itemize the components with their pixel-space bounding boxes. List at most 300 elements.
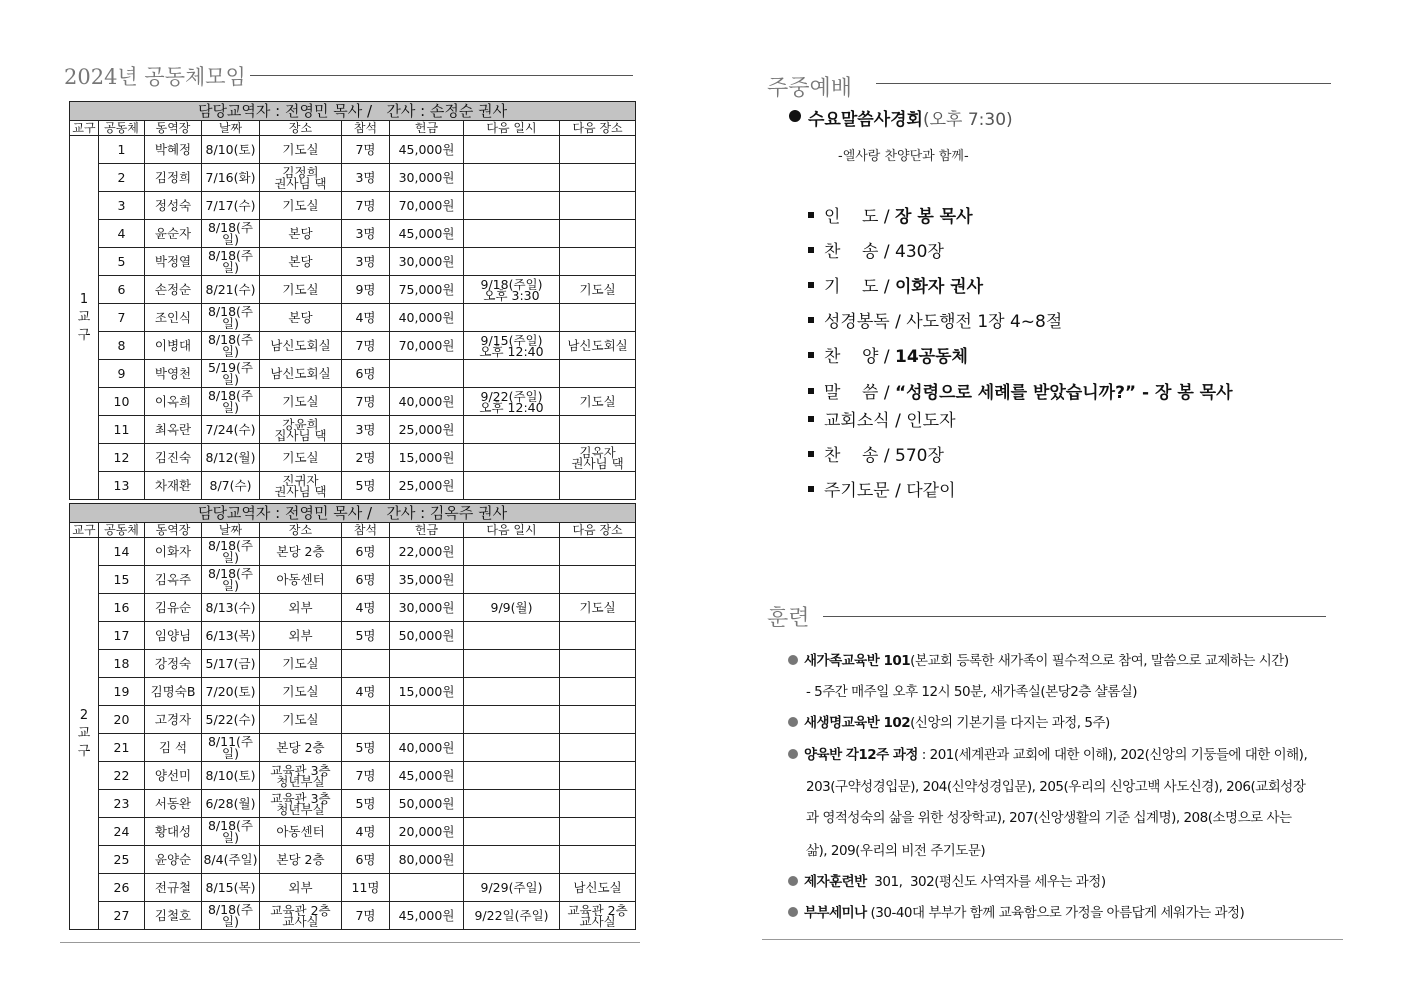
- training-item: [788, 904, 1244, 922]
- cell-place: 본당 2층: [260, 846, 342, 874]
- cell-off: [390, 706, 464, 734]
- cell-att: 9명: [342, 276, 390, 304]
- cell-nplace: 남신도실: [560, 874, 636, 902]
- program-label: 기 도 /: [824, 277, 895, 297]
- worship-title-rule: [876, 83, 1331, 84]
- cell-att: 7명: [342, 902, 390, 930]
- worship-section-title: 주중예배: [767, 76, 853, 101]
- cell-no: 18: [99, 650, 145, 678]
- square-bullet-icon: [808, 317, 814, 323]
- cell-ndate: [464, 566, 560, 594]
- program-item: [808, 242, 944, 262]
- cell-date: 6/13(목): [202, 622, 260, 650]
- cell-place: [260, 416, 342, 444]
- cell-name: 김유순: [145, 594, 202, 622]
- square-bullet-icon: [808, 416, 814, 422]
- cell-date: 8/4(주일): [202, 846, 260, 874]
- cell-no: 2: [99, 164, 145, 192]
- cell-nplace: [560, 706, 636, 734]
- cell-no: 20: [99, 706, 145, 734]
- program-label: 말 씀 /: [824, 383, 895, 403]
- left-bottom-rule: [60, 942, 640, 943]
- column-header: 다음 일시: [464, 523, 560, 538]
- cell-ndate: [464, 472, 560, 500]
- cell-off: 45,000원: [390, 220, 464, 248]
- cell-name: 강정숙: [145, 650, 202, 678]
- leader-bar: [70, 102, 636, 121]
- cell-ndate: [464, 388, 560, 416]
- cell-name: 차재환: [145, 472, 202, 500]
- column-header: 다음 장소: [560, 523, 636, 538]
- training-item: [806, 683, 1137, 701]
- program-item: [808, 347, 968, 367]
- district-label: 1 교 구: [70, 136, 99, 500]
- cell-off: 50,000원: [390, 622, 464, 650]
- cell-text: 교육관 3층 청년부실: [270, 762, 331, 789]
- cell-no: 13: [99, 472, 145, 500]
- program-item: [808, 277, 983, 297]
- cell-name: 고경자: [145, 706, 202, 734]
- cell-name: 이화자: [145, 538, 202, 566]
- group-table-1: [69, 101, 636, 500]
- training-item: [806, 778, 1305, 796]
- service-bullet-icon: [789, 110, 801, 122]
- table-row: [70, 846, 636, 874]
- cell-name: 임양님: [145, 622, 202, 650]
- square-bullet-icon: [808, 451, 814, 457]
- training-desc: - 5주간 매주일 오후 12시 50분, 새가족실(본당2층 샬롬실): [806, 684, 1138, 700]
- square-bullet-icon: [808, 352, 814, 358]
- cell-no: 15: [99, 566, 145, 594]
- table-row: [70, 762, 636, 790]
- cell-nplace: [560, 416, 636, 444]
- training-desc: 301, 302(평신도 사역자를 세우는 과정): [866, 874, 1106, 890]
- column-header: 장소: [260, 121, 342, 136]
- cell-att: 6명: [342, 846, 390, 874]
- cell-att: 3명: [342, 164, 390, 192]
- cell-place: 기도실: [260, 678, 342, 706]
- cell-place: 본당 2층: [260, 734, 342, 762]
- program-value: 장 봉 목사: [895, 207, 973, 227]
- cell-off: 70,000원: [390, 192, 464, 220]
- table-row: [70, 790, 636, 818]
- cell-att: 3명: [342, 220, 390, 248]
- cell-ndate: [464, 678, 560, 706]
- training-name: 제자훈련반: [804, 874, 867, 890]
- cell-no: 17: [99, 622, 145, 650]
- cell-off: 80,000원: [390, 846, 464, 874]
- leader-bar-text: 담당교역자 : 전영민 목사 / 간사 : 김옥주 권사: [70, 504, 636, 523]
- cell-date: 8/18(주일): [202, 902, 260, 930]
- table-row: [70, 248, 636, 276]
- gray-bullet-icon: [788, 717, 798, 727]
- table-header: [70, 121, 636, 136]
- cell-nplace: 기도실: [560, 276, 636, 304]
- cell-ndate: [464, 192, 560, 220]
- cell-date: 5/19(주일): [202, 360, 260, 388]
- cell-text: 교육관 3층 청년부실: [270, 790, 331, 817]
- cell-place: 기도실: [260, 136, 342, 164]
- cell-att: 7명: [342, 192, 390, 220]
- cell-place: [260, 790, 342, 818]
- cell-name: 박정열: [145, 248, 202, 276]
- cell-name: 김 석: [145, 734, 202, 762]
- cell-att: 4명: [342, 594, 390, 622]
- group-table-2: [69, 503, 636, 930]
- service-time: (오후 7:30): [922, 110, 1013, 130]
- square-bullet-icon: [808, 486, 814, 492]
- cell-date: 8/18(주일): [202, 388, 260, 416]
- cell-text: 김옥자 권사님 댁: [571, 444, 624, 471]
- program-label: 찬 송 /: [824, 446, 895, 466]
- gray-bullet-icon: [788, 907, 798, 917]
- cell-text: 9/15(주일) 오후 12:40: [479, 332, 544, 359]
- cell-nplace: [560, 136, 636, 164]
- cell-ndate: [464, 706, 560, 734]
- cell-no: 7: [99, 304, 145, 332]
- cell-no: 16: [99, 594, 145, 622]
- cell-nplace: [560, 818, 636, 846]
- cell-off: 25,000원: [390, 472, 464, 500]
- cell-place: [260, 762, 342, 790]
- column-header: 교구: [70, 121, 99, 136]
- program-item: [808, 383, 1233, 403]
- column-header: 헌금: [390, 121, 464, 136]
- cell-place: 남신도회실: [260, 360, 342, 388]
- table-row: [70, 678, 636, 706]
- table-row: [70, 594, 636, 622]
- column-header: 교구: [70, 523, 99, 538]
- cell-att: 3명: [342, 416, 390, 444]
- cell-date: 8/15(목): [202, 874, 260, 902]
- cell-date: 7/17(수): [202, 192, 260, 220]
- cell-text: 9/18(주일) 오후 3:30: [480, 276, 543, 303]
- cell-date: 8/18(주일): [202, 304, 260, 332]
- table-row: [70, 444, 636, 472]
- cell-no: 9: [99, 360, 145, 388]
- leader-bar-text: 담당교역자 : 전영민 목사 / 간사 : 손정순 권사: [70, 102, 636, 121]
- table-row: [70, 388, 636, 416]
- cell-ndate: [464, 220, 560, 248]
- training-name: 부부세미나: [804, 905, 867, 921]
- service-heading: [808, 105, 1013, 130]
- cell-nplace: [560, 622, 636, 650]
- table-row: [70, 874, 636, 902]
- cell-date: 8/7(수): [202, 472, 260, 500]
- cell-no: 24: [99, 818, 145, 846]
- cell-off: 30,000원: [390, 164, 464, 192]
- cell-ndate: [464, 538, 560, 566]
- cell-off: 22,000원: [390, 538, 464, 566]
- cell-ndate: [464, 136, 560, 164]
- cell-name: 조인식: [145, 304, 202, 332]
- cell-ndate: [464, 790, 560, 818]
- cell-nplace: 기도실: [560, 388, 636, 416]
- cell-nplace: [560, 248, 636, 276]
- cell-nplace: [560, 678, 636, 706]
- cell-att: 5명: [342, 622, 390, 650]
- program-value: 다같이: [906, 481, 956, 501]
- training-desc: (30-40대 부부가 함께 교육함으로 가정을 아름답게 세워가는 과정): [866, 905, 1245, 921]
- cell-no: 3: [99, 192, 145, 220]
- cell-nplace: [560, 304, 636, 332]
- program-item: [808, 312, 1062, 332]
- cell-name: 박혜정: [145, 136, 202, 164]
- column-header: 날짜: [202, 121, 260, 136]
- cell-no: 11: [99, 416, 145, 444]
- cell-place: 아동센터: [260, 818, 342, 846]
- cell-place: 아동센터: [260, 566, 342, 594]
- cell-nplace: 남신도회실: [560, 332, 636, 360]
- cell-name: 김진숙: [145, 444, 202, 472]
- column-header: 다음 일시: [464, 121, 560, 136]
- cell-date: 7/24(수): [202, 416, 260, 444]
- cell-no: 27: [99, 902, 145, 930]
- square-bullet-icon: [808, 282, 814, 288]
- service-name: 수요말씀사경회: [808, 110, 923, 130]
- cell-date: 5/22(수): [202, 706, 260, 734]
- table-row: [70, 706, 636, 734]
- training-name: 새가족교육반 101: [804, 653, 911, 669]
- table-row: [70, 472, 636, 500]
- cell-off: 30,000원: [390, 594, 464, 622]
- cell-off: 40,000원: [390, 388, 464, 416]
- cell-ndate: 9/22일(주일): [464, 902, 560, 930]
- cell-place: 기도실: [260, 388, 342, 416]
- cell-no: 1: [99, 136, 145, 164]
- program-label: 성경봉독 /: [824, 312, 907, 332]
- cell-no: 4: [99, 220, 145, 248]
- training-desc: 삶), 209(우리의 비전 주기도문): [806, 843, 986, 859]
- cell-name: 최옥란: [145, 416, 202, 444]
- cell-ndate: [464, 276, 560, 304]
- cell-att: 7명: [342, 388, 390, 416]
- cell-ndate: [464, 762, 560, 790]
- cell-off: 15,000원: [390, 444, 464, 472]
- service-subtitle: -엘사랑 찬양단과 함께-: [838, 149, 969, 164]
- program-label: 찬 양 /: [824, 347, 895, 367]
- gray-bullet-icon: [788, 655, 798, 665]
- square-bullet-icon: [808, 388, 814, 394]
- training-desc: 과 영적성숙의 삶을 위한 성장학교), 207(신앙생활의 기준 십계명), 208(소명으로 사는: [806, 810, 1292, 826]
- training-section-title: 훈련: [767, 606, 810, 631]
- cell-att: [342, 650, 390, 678]
- cell-att: 5명: [342, 790, 390, 818]
- cell-att: 2명: [342, 444, 390, 472]
- cell-no: 6: [99, 276, 145, 304]
- cell-text: 김정희 권사님 댁: [274, 164, 327, 191]
- training-desc: (신앙의 기본기를 다지는 과정, 5주): [910, 715, 1110, 731]
- cell-ndate: [464, 360, 560, 388]
- table-row: [70, 416, 636, 444]
- column-header: 다음 장소: [560, 121, 636, 136]
- cell-att: 6명: [342, 566, 390, 594]
- cell-nplace: 기도실: [560, 594, 636, 622]
- cell-att: 6명: [342, 538, 390, 566]
- cell-place: [260, 472, 342, 500]
- cell-off: [390, 650, 464, 678]
- cell-text: 진귀자 권사님 댁: [274, 472, 327, 499]
- program-value: 사도행전 1장 4~8절: [906, 312, 1063, 332]
- cell-date: 7/16(화): [202, 164, 260, 192]
- program-label: 인 도 /: [824, 207, 895, 227]
- cell-date: 8/18(주일): [202, 538, 260, 566]
- cell-att: 7명: [342, 136, 390, 164]
- cell-text: 교육관 2층 교사실: [567, 902, 628, 929]
- cell-off: 30,000원: [390, 248, 464, 276]
- cell-date: 8/18(주일): [202, 332, 260, 360]
- table-row: [70, 304, 636, 332]
- cell-place: [260, 902, 342, 930]
- cell-date: 8/21(수): [202, 276, 260, 304]
- cell-off: 45,000원: [390, 136, 464, 164]
- right-bottom-rule: [762, 939, 1343, 940]
- cell-date: 8/18(주일): [202, 566, 260, 594]
- column-header: 동역장: [145, 523, 202, 538]
- cell-off: [390, 874, 464, 902]
- cell-date: 8/10(토): [202, 762, 260, 790]
- column-header: 참석: [342, 121, 390, 136]
- training-name: 새생명교육반 102: [804, 715, 911, 731]
- training-desc: (본교회 등록한 새가족이 필수적으로 참여, 말씀으로 교제하는 시간): [910, 653, 1289, 669]
- cell-ndate: [464, 248, 560, 276]
- cell-att: 4명: [342, 678, 390, 706]
- cell-name: 윤순자: [145, 220, 202, 248]
- cell-off: 40,000원: [390, 304, 464, 332]
- cell-name: 이옥희: [145, 388, 202, 416]
- cell-name: 황대성: [145, 818, 202, 846]
- cell-off: 20,000원: [390, 818, 464, 846]
- table-row: [70, 276, 636, 304]
- cell-att: 5명: [342, 472, 390, 500]
- cell-nplace: [560, 360, 636, 388]
- cell-place: 남신도회실: [260, 332, 342, 360]
- cell-no: 19: [99, 678, 145, 706]
- cell-name: 이병대: [145, 332, 202, 360]
- program-item: [808, 207, 973, 227]
- training-item: [788, 746, 1307, 764]
- cell-place: [260, 164, 342, 192]
- program-value: 인도자: [906, 411, 956, 431]
- program-item: [808, 411, 956, 431]
- square-bullet-icon: [808, 247, 814, 253]
- table-header: [70, 523, 636, 538]
- cell-ndate: 9/9(월): [464, 594, 560, 622]
- program-label: 주기도문 /: [824, 481, 907, 501]
- cell-no: 14: [99, 538, 145, 566]
- cell-name: 윤양순: [145, 846, 202, 874]
- table-row: [70, 622, 636, 650]
- cell-name: 박영천: [145, 360, 202, 388]
- cell-place: 외부: [260, 874, 342, 902]
- column-header: 장소: [260, 523, 342, 538]
- program-value: 570장: [895, 446, 944, 466]
- cell-name: 정성숙: [145, 192, 202, 220]
- training-desc: 203(구약성경입문), 204(신약성경입문), 205(우리의 신앙고백 사도신경), 206(교회성장: [806, 779, 1306, 795]
- table-row: [70, 164, 636, 192]
- program-label: 교회소식 /: [824, 411, 907, 431]
- cell-no: 22: [99, 762, 145, 790]
- cell-nplace: [560, 164, 636, 192]
- cell-ndate: [464, 416, 560, 444]
- column-header: 날짜: [202, 523, 260, 538]
- table-row: [70, 220, 636, 248]
- cell-place: 본당: [260, 220, 342, 248]
- cell-name: 전규철: [145, 874, 202, 902]
- column-header: 공동체: [99, 121, 145, 136]
- cell-date: 5/17(금): [202, 650, 260, 678]
- cell-nplace: [560, 762, 636, 790]
- cell-att: 5명: [342, 734, 390, 762]
- cell-att: 3명: [342, 248, 390, 276]
- program-item: [808, 446, 944, 466]
- column-header: 헌금: [390, 523, 464, 538]
- table-row: [70, 360, 636, 388]
- cell-name: 김정희: [145, 164, 202, 192]
- cell-off: 75,000원: [390, 276, 464, 304]
- cell-date: 8/10(토): [202, 136, 260, 164]
- cell-text: 9/22(주일) 오후 12:40: [479, 388, 544, 415]
- training-name: 양육반 각12주 과정: [804, 747, 918, 763]
- cell-att: 4명: [342, 818, 390, 846]
- cell-off: 25,000원: [390, 416, 464, 444]
- cell-off: 70,000원: [390, 332, 464, 360]
- cell-name: 양선미: [145, 762, 202, 790]
- training-desc: : 201(세계관과 교회에 대한 이해), 202(신앙의 기둥들에 대한 이해),: [917, 747, 1308, 763]
- cell-date: 8/11(주일): [202, 734, 260, 762]
- cell-date: 8/13(수): [202, 594, 260, 622]
- cell-off: 35,000원: [390, 566, 464, 594]
- cell-place: 외부: [260, 622, 342, 650]
- program-label: 찬 송 /: [824, 242, 895, 262]
- district-label: 2 교 구: [70, 538, 99, 930]
- training-item: [806, 842, 985, 860]
- table-row: [70, 650, 636, 678]
- cell-off: 50,000원: [390, 790, 464, 818]
- cell-ndate: [464, 304, 560, 332]
- table-row: [70, 136, 636, 164]
- column-header: 참석: [342, 523, 390, 538]
- cell-place: 본당 2층: [260, 538, 342, 566]
- cell-ndate: [464, 444, 560, 472]
- table-row: [70, 818, 636, 846]
- cell-nplace: [560, 734, 636, 762]
- cell-no: 23: [99, 790, 145, 818]
- cell-off: [390, 360, 464, 388]
- cell-date: 6/28(월): [202, 790, 260, 818]
- cell-nplace: [560, 472, 636, 500]
- cell-att: 6명: [342, 360, 390, 388]
- cell-place: 외부: [260, 594, 342, 622]
- cell-date: 8/18(주일): [202, 818, 260, 846]
- training-item: [788, 714, 1110, 732]
- cell-ndate: [464, 818, 560, 846]
- cell-att: 7명: [342, 762, 390, 790]
- cell-nplace: [560, 846, 636, 874]
- cell-att: 4명: [342, 304, 390, 332]
- cell-place: 기도실: [260, 650, 342, 678]
- column-header: 동역장: [145, 121, 202, 136]
- square-bullet-icon: [808, 212, 814, 218]
- table-row: [70, 538, 636, 566]
- cell-name: 서동완: [145, 790, 202, 818]
- cell-nplace: [560, 790, 636, 818]
- cell-place: 기도실: [260, 192, 342, 220]
- training-item: [788, 873, 1106, 891]
- cell-name: 김철호: [145, 902, 202, 930]
- cell-name: 김명숙B: [145, 678, 202, 706]
- cell-ndate: [464, 164, 560, 192]
